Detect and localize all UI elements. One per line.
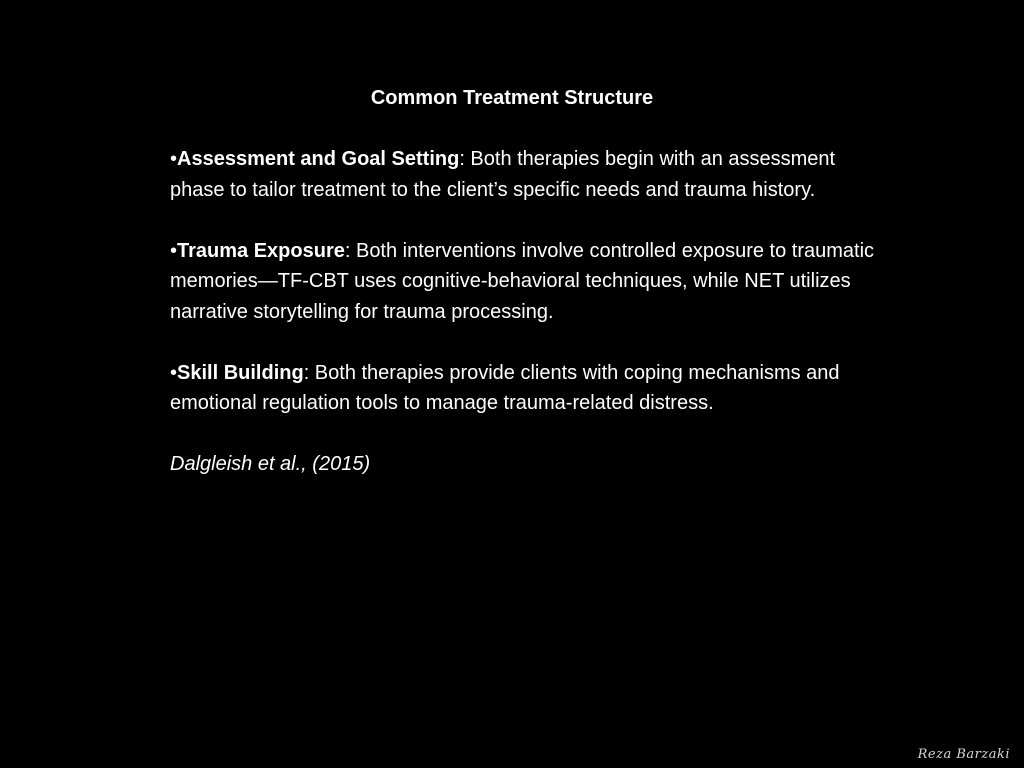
bullet-term: Assessment and Goal Setting bbox=[177, 148, 460, 170]
bullet-term: Skill Building bbox=[177, 361, 304, 384]
bullet-item bbox=[170, 144, 895, 205]
bullet-marker: • bbox=[170, 361, 178, 384]
bullet-text: : Both therapies provide clients with coping mechanisms and emotional regulation tools to manage trauma-related distress. bbox=[170, 361, 840, 414]
bullet-marker: • bbox=[170, 239, 178, 262]
bullet-marker: • bbox=[170, 148, 178, 170]
bullet-text: : Both therapies begin with an assessment phase to tailor treatment to the client’s specific needs and trauma history. bbox=[170, 148, 836, 201]
bullet-term: Trauma Exposure bbox=[177, 239, 345, 262]
citation: Dalgleish et al., (2015) bbox=[170, 453, 371, 475]
bullet-item bbox=[170, 358, 895, 419]
slide-body bbox=[170, 144, 895, 480]
slide-title: Common Treatment Structure bbox=[370, 87, 654, 109]
bullet-item bbox=[170, 236, 895, 328]
bullet-text: : Both interventions involve controlled exposure to traumatic memories—TF-CBT uses cognitive-behavioral techniques, while NET utilizes narrative storytelling for trauma processing. bbox=[170, 239, 875, 323]
author-signature: Reza Barzaki bbox=[917, 747, 1010, 762]
